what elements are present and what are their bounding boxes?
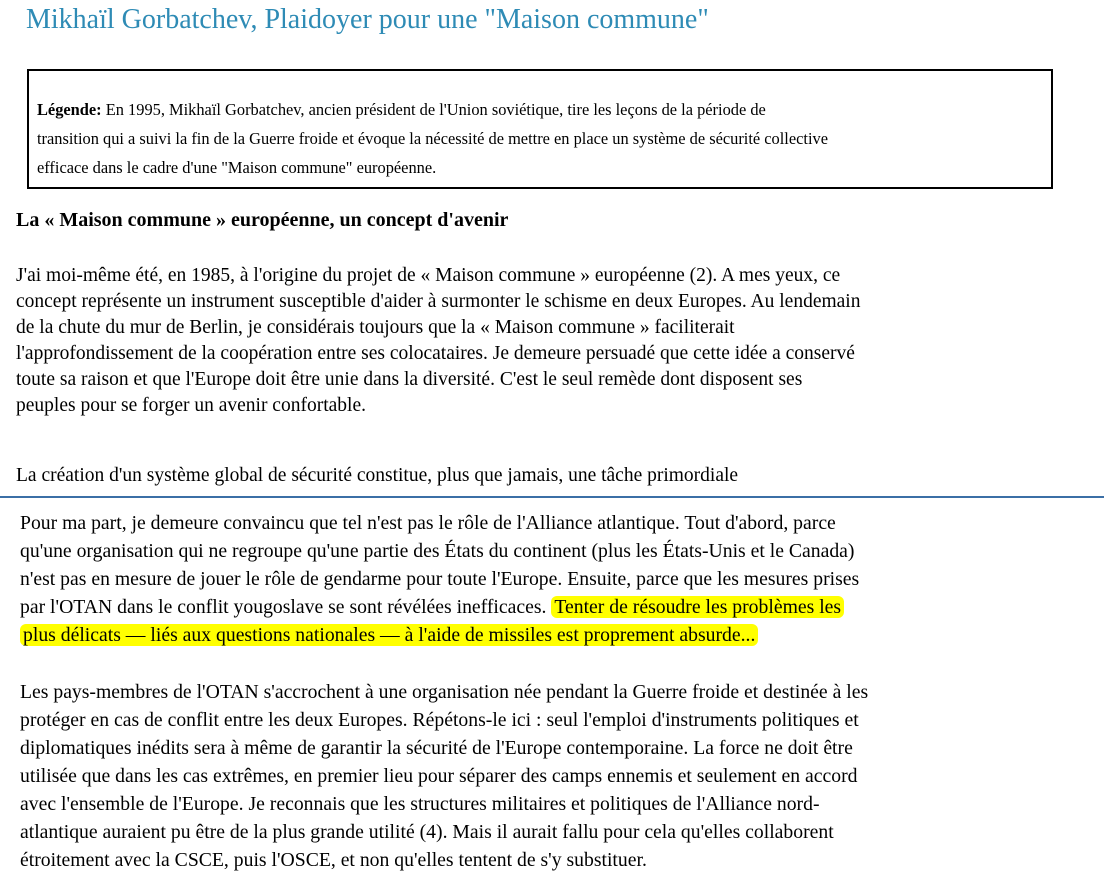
paragraph-line: concept représente un instrument susceptible d'aider à surmonter le schisme en deux Europes. Au lendemain [16, 291, 861, 312]
paragraph-line-plain: par l'OTAN dans le conflit yougoslave se sont révélées inefficaces. [20, 596, 552, 618]
legend-box [27, 69, 1053, 189]
highlighted-text: plus délicats — liés aux questions nationales — à l'aide de missiles est proprement absurde... [20, 624, 758, 646]
page-title: Mikhaïl Gorbatchev, Plaidoyer pour une "Maison commune" [26, 4, 709, 35]
paragraph-line: diplomatiques inédits sera à même de garantir la sécurité de l'Europe contemporaine. La force ne doit être [20, 737, 853, 759]
paragraph-line: avec l'ensemble de l'Europe. Je reconnais que les structures militaires et politiques de l'Alliance nord- [20, 793, 820, 815]
paragraph-line: utilisée que dans les cas extrêmes, en premier lieu pour séparer des camps ennemis et seulement en accord [20, 765, 858, 787]
legend-line-1: En 1995, Mikhaïl Gorbatchev, ancien président de l'Union soviétique, tire les leçons de la période de [101, 100, 766, 119]
paragraph-1 [16, 263, 860, 419]
paragraph-2: La création d'un système global de sécurité constitue, plus que jamais, une tâche primordiale [16, 465, 739, 486]
paragraph-line: J'ai moi-même été, en 1985, à l'origine du projet de « Maison commune » européenne (2). A mes yeux, ce [16, 265, 841, 286]
paragraph-line: toute sa raison et que l'Europe doit être unie dans la diversité. C'est le seul remède dont disposent ses [16, 369, 803, 390]
paragraph-line: peuples pour se forger un avenir confortable. [16, 395, 366, 416]
legend-line-3: efficace dans le cadre d'une "Maison commune" européenne. [37, 158, 437, 177]
paragraph-line: l'approfondissement de la coopération entre ses colocataires. Je demeure persuadé que cette idée a conservé [16, 343, 855, 364]
section-heading: La « Maison commune » européenne, un concept d'avenir [16, 209, 509, 231]
paragraph-line [20, 621, 859, 649]
paragraph-4 [20, 678, 868, 874]
paragraph-line: Pour ma part, je demeure convaincu que tel n'est pas le rôle de l'Alliance atlantique. Tout d'abord, parce [20, 512, 836, 534]
paragraph-line [20, 593, 859, 621]
highlighted-text: Tenter de résoudre les problèmes les [551, 596, 844, 618]
paragraph-line: Les pays-membres de l'OTAN s'accrochent à une organisation née pendant la Guerre froide et destinée à les [20, 681, 869, 703]
paragraph-line: étroitement avec la CSCE, puis l'OSCE, et non qu'elles tentent de s'y substituer. [20, 849, 647, 871]
legend-line-2: transition qui a suivi la fin de la Guerre froide et évoque la nécessité de mettre en place un système de sécurité collective [37, 129, 828, 148]
paragraph-3 [20, 509, 859, 649]
paragraph-line: atlantique auraient pu être de la plus grande utilité (4). Mais il aurait fallu pour cela qu'elles collaborent [20, 821, 834, 843]
paragraph-line: protéger en cas de conflit entre les deux Europes. Répétons-le ici : seul l'emploi d'instruments politiques et [20, 709, 859, 731]
divider-line [0, 496, 1104, 498]
paragraph-line: de la chute du mur de Berlin, je considérais toujours que la « Maison commune » faciliterait [16, 317, 735, 338]
paragraph-line: qu'une organisation qui ne regroupe qu'une partie des États du continent (plus les États-Unis et le Canada) [20, 540, 855, 562]
paragraph-line: n'est pas en mesure de jouer le rôle de gendarme pour toute l'Europe. Ensuite, parce que les mesures prises [20, 568, 860, 590]
legend-label: Légende: [37, 100, 102, 119]
